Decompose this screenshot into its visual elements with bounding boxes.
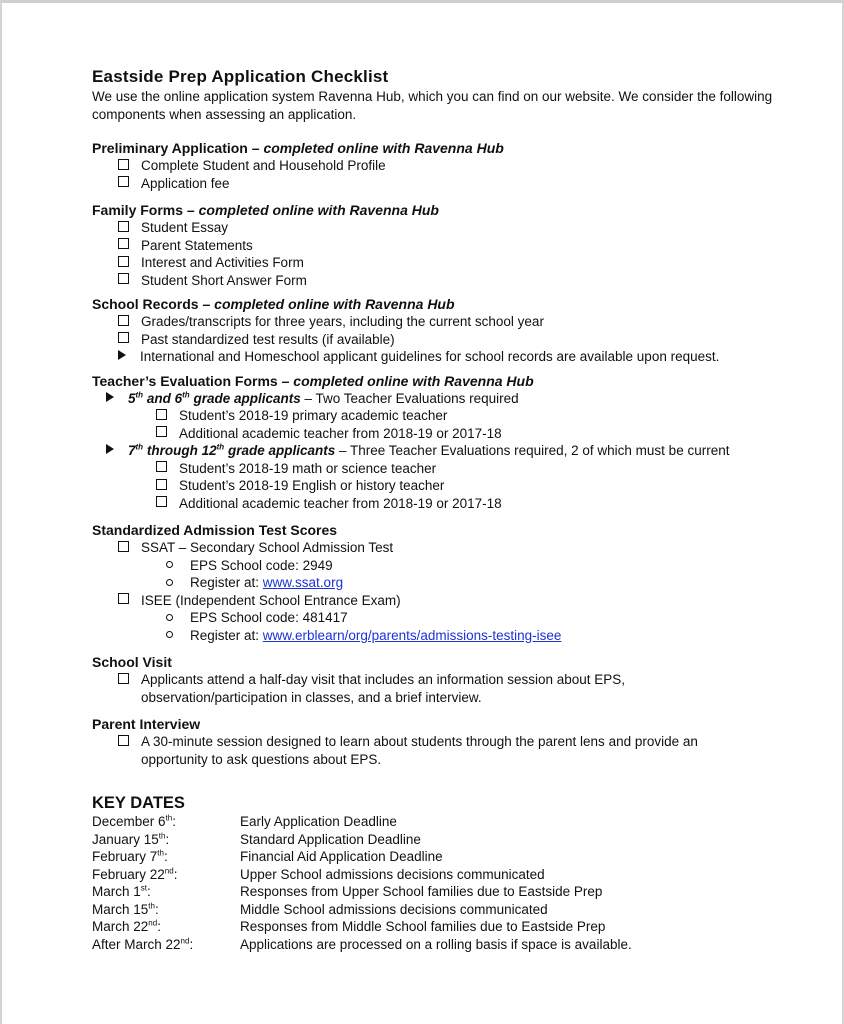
- section-school-records: [92, 295, 792, 366]
- key-date-row: January 15th: Standard Application Deadline: [92, 831, 421, 847]
- sub-bullet: EPS School code: 481417: [92, 609, 792, 627]
- circle-bullet-icon: [166, 631, 173, 638]
- key-dates-list: [92, 813, 792, 953]
- checkbox-icon[interactable]: [118, 221, 129, 232]
- grade-group-heading: 7th through 12th grade applicants – Three Teacher Evaluations required, 2 of which must be current: [92, 442, 792, 460]
- circle-bullet-icon: [166, 614, 173, 621]
- ssat-link[interactable]: www.ssat.org: [262, 575, 344, 590]
- key-date-row: March 1st: Responses from Upper School families due to Eastside Prep: [92, 883, 603, 899]
- checklist-item[interactable]: Student Short Answer Form: [92, 272, 792, 290]
- checklist-item[interactable]: Student’s 2018-19 English or history teacher: [92, 477, 792, 495]
- checkbox-icon[interactable]: [118, 735, 129, 746]
- checkbox-icon[interactable]: [118, 273, 129, 284]
- page-title-text: Eastside Prep Application Checklist: [92, 67, 389, 86]
- key-date-row: March 15th: Middle School admissions decisions communicated: [92, 901, 548, 917]
- key-dates-title: KEY DATES: [92, 794, 185, 812]
- section-standardized-tests: [92, 521, 792, 644]
- section-heading: Family Forms – completed online with Ravenna Hub: [92, 202, 439, 218]
- checkbox-icon[interactable]: [118, 332, 129, 343]
- checkbox-icon[interactable]: [118, 238, 129, 249]
- section-heading: Parent Interview: [92, 716, 201, 732]
- section-family-forms: [92, 201, 792, 289]
- note-item: International and Homeschool applicant guidelines for school records are available upon request.: [92, 348, 792, 366]
- key-date-row: December 6th: Early Application Deadline: [92, 813, 397, 829]
- checklist-item[interactable]: ISEE (Independent School Entrance Exam): [92, 592, 792, 610]
- checklist-item[interactable]: Additional academic teacher from 2018-19 or 2017-18: [92, 425, 792, 443]
- checklist-item[interactable]: Parent Statements: [92, 237, 792, 255]
- window-left-border: [0, 0, 2, 1024]
- checklist-item[interactable]: Additional academic teacher from 2018-19 or 2017-18: [92, 495, 792, 513]
- key-date-row: March 22nd: Responses from Middle School families due to Eastside Prep: [92, 918, 606, 934]
- checklist-item[interactable]: Past standardized test results (if available): [92, 331, 792, 349]
- arrow-bullet-icon: [106, 392, 114, 402]
- circle-bullet-icon: [166, 579, 173, 586]
- grade-group-heading: 5th and 6th grade applicants – Two Teacher Evaluations required: [92, 390, 792, 408]
- checkbox-icon[interactable]: [118, 176, 129, 187]
- intro-paragraph: We use the online application system Ravenna Hub, which you can find on our website. We consider the following components when assessing an application.: [92, 89, 773, 122]
- checkbox-icon[interactable]: [156, 479, 167, 490]
- checkbox-icon[interactable]: [156, 426, 167, 437]
- page-title: [92, 66, 792, 88]
- checkbox-icon[interactable]: [118, 256, 129, 267]
- checkbox-icon[interactable]: [118, 673, 129, 684]
- checklist-item[interactable]: Grades/transcripts for three years, including the current school year: [92, 313, 792, 331]
- window-top-border: [0, 0, 844, 3]
- checkbox-icon[interactable]: [156, 496, 167, 507]
- checkbox-icon[interactable]: [118, 541, 129, 552]
- section-school-visit: [92, 653, 792, 706]
- checklist-item[interactable]: SSAT – Secondary School Admission Test: [92, 539, 792, 557]
- checkbox-icon[interactable]: [118, 593, 129, 604]
- checklist-item[interactable]: A 30-minute session designed to learn about students through the parent lens and provide an: [92, 733, 792, 751]
- arrow-bullet-icon: [118, 350, 126, 360]
- section-heading: Teacher’s Evaluation Forms – completed online with Ravenna Hub: [92, 372, 534, 389]
- sub-bullet: Register at: www.ssat.org: [92, 574, 792, 592]
- checkbox-icon[interactable]: [156, 409, 167, 420]
- arrow-bullet-icon: [106, 444, 114, 454]
- document-page: [92, 66, 792, 953]
- key-date-row: February 22nd: Upper School admissions decisions communicated: [92, 866, 545, 882]
- checklist-item[interactable]: Student’s 2018-19 primary academic teacher: [92, 407, 792, 425]
- isee-link[interactable]: www.erblearn/org/parents/admissions-testing-isee: [262, 627, 562, 643]
- section-preliminary-application: [92, 139, 792, 192]
- checklist-item-continued: opportunity to ask questions about EPS.: [141, 751, 382, 767]
- sub-bullet: EPS School code: 2949: [92, 557, 792, 575]
- checkbox-icon[interactable]: [156, 461, 167, 472]
- checklist-item[interactable]: Complete Student and Household Profile: [92, 157, 792, 175]
- key-date-row: February 7th: Financial Aid Application Deadline: [92, 848, 443, 864]
- checklist-item[interactable]: Student’s 2018-19 math or science teacher: [92, 460, 792, 478]
- key-date-row: After March 22nd: Applications are processed on a rolling basis if space is available.: [92, 936, 632, 952]
- section-heading: Preliminary Application – completed online with Ravenna Hub: [92, 140, 504, 156]
- circle-bullet-icon: [166, 561, 173, 568]
- checklist-item[interactable]: Applicants attend a half-day visit that includes an information session about EPS,: [92, 671, 792, 689]
- checkbox-icon[interactable]: [118, 159, 129, 170]
- checklist-item[interactable]: Interest and Activities Form: [92, 254, 792, 272]
- checklist-item[interactable]: Student Essay: [92, 219, 792, 237]
- section-heading: Standardized Admission Test Scores: [92, 522, 338, 538]
- checklist-item-continued: observation/participation in classes, and a brief interview.: [141, 689, 482, 705]
- section-parent-interview: [92, 715, 792, 768]
- checkbox-icon[interactable]: [118, 315, 129, 326]
- section-heading: School Visit: [92, 654, 172, 670]
- checklist-item[interactable]: Application fee: [92, 175, 792, 193]
- section-heading: School Records – completed online with Ravenna Hub: [92, 296, 455, 312]
- section-teacher-evaluation-forms: [92, 372, 792, 513]
- sub-bullet: Register at: www.erblearn/org/parents/admissions-testing-isee: [92, 627, 792, 645]
- key-dates-section: [92, 794, 792, 953]
